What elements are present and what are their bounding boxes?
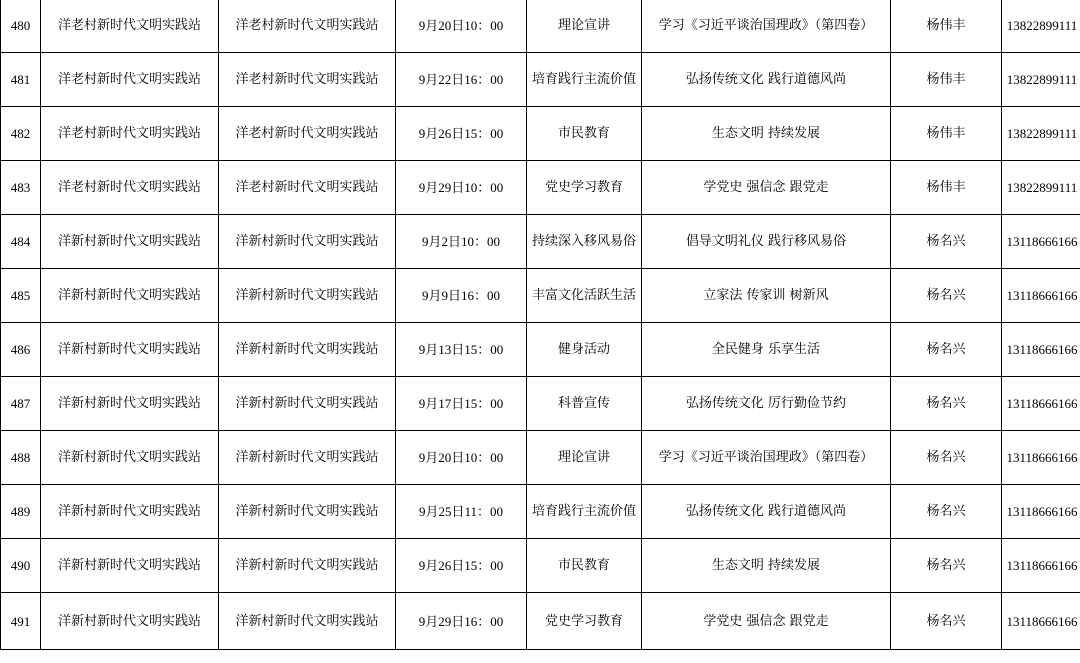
- row-number-cell: 485: [1, 269, 41, 323]
- station-cell: 洋老村新时代文明实践站: [41, 161, 219, 215]
- row-number-cell: 486: [1, 323, 41, 377]
- topic-cell: 学党史 强信念 跟党走: [642, 161, 891, 215]
- venue-cell: 洋老村新时代文明实践站: [219, 53, 396, 107]
- time-cell: 9月22日16：00: [396, 53, 527, 107]
- contact-cell: 杨名兴: [891, 539, 1002, 593]
- venue-cell: 洋新村新时代文明实践站: [219, 539, 396, 593]
- station-cell: 洋新村新时代文明实践站: [41, 593, 219, 650]
- time-cell: 9月9日16：00: [396, 269, 527, 323]
- table-row: [1, 161, 1080, 215]
- contact-cell: 杨伟丰: [891, 107, 1002, 161]
- phone-cell: 13822899111: [1002, 0, 1080, 53]
- row-number-cell: 490: [1, 539, 41, 593]
- venue-cell: 洋新村新时代文明实践站: [219, 377, 396, 431]
- topic-cell: 学习《习近平谈治国理政》（第四卷）: [642, 431, 891, 485]
- contact-cell: 杨伟丰: [891, 161, 1002, 215]
- category-cell: 理论宣讲: [527, 0, 642, 53]
- phone-cell: 13118666166: [1002, 431, 1080, 485]
- venue-cell: 洋老村新时代文明实践站: [219, 107, 396, 161]
- row-number-cell: 484: [1, 215, 41, 269]
- contact-cell: 杨名兴: [891, 377, 1002, 431]
- station-cell: 洋新村新时代文明实践站: [41, 539, 219, 593]
- phone-cell: 13118666166: [1002, 215, 1080, 269]
- category-cell: 持续深入移风易俗: [527, 215, 642, 269]
- category-cell: 丰富文化活跃生活: [527, 269, 642, 323]
- time-cell: 9月25日11：00: [396, 485, 527, 539]
- category-cell: 培育践行主流价值: [527, 485, 642, 539]
- table-row: [1, 485, 1080, 539]
- time-cell: 9月29日16：00: [396, 593, 527, 650]
- row-number-cell: 481: [1, 53, 41, 107]
- topic-cell: 立家法 传家训 树新风: [642, 269, 891, 323]
- venue-cell: 洋老村新时代文明实践站: [219, 0, 396, 53]
- topic-cell: 弘扬传统文化 践行道德风尚: [642, 53, 891, 107]
- time-cell: 9月20日10：00: [396, 0, 527, 53]
- station-cell: 洋老村新时代文明实践站: [41, 0, 219, 53]
- row-number-cell: 483: [1, 161, 41, 215]
- contact-cell: 杨伟丰: [891, 0, 1002, 53]
- station-cell: 洋新村新时代文明实践站: [41, 485, 219, 539]
- table-row: [1, 539, 1080, 593]
- phone-cell: 13118666166: [1002, 377, 1080, 431]
- table-row: [1, 107, 1080, 161]
- venue-cell: 洋新村新时代文明实践站: [219, 431, 396, 485]
- category-cell: 科普宣传: [527, 377, 642, 431]
- station-cell: 洋老村新时代文明实践站: [41, 107, 219, 161]
- phone-cell: 13118666166: [1002, 485, 1080, 539]
- venue-cell: 洋新村新时代文明实践站: [219, 593, 396, 650]
- phone-cell: 13118666166: [1002, 593, 1080, 650]
- table-row: [1, 215, 1080, 269]
- category-cell: 健身活动: [527, 323, 642, 377]
- venue-cell: 洋老村新时代文明实践站: [219, 161, 396, 215]
- topic-cell: 全民健身 乐享生活: [642, 323, 891, 377]
- venue-cell: 洋新村新时代文明实践站: [219, 485, 396, 539]
- table-row: [1, 431, 1080, 485]
- station-cell: 洋新村新时代文明实践站: [41, 323, 219, 377]
- category-cell: 理论宣讲: [527, 431, 642, 485]
- table-row: [1, 593, 1080, 650]
- row-number-cell: 491: [1, 593, 41, 650]
- category-cell: 市民教育: [527, 107, 642, 161]
- contact-cell: 杨名兴: [891, 485, 1002, 539]
- topic-cell: 学习《习近平谈治国理政》（第四卷）: [642, 0, 891, 53]
- contact-cell: 杨名兴: [891, 431, 1002, 485]
- time-cell: 9月26日15：00: [396, 107, 527, 161]
- row-number-cell: 488: [1, 431, 41, 485]
- station-cell: 洋新村新时代文明实践站: [41, 269, 219, 323]
- row-number-cell: 489: [1, 485, 41, 539]
- station-cell: 洋新村新时代文明实践站: [41, 377, 219, 431]
- contact-cell: 杨名兴: [891, 215, 1002, 269]
- phone-cell: 13118666166: [1002, 269, 1080, 323]
- topic-cell: 生态文明 持续发展: [642, 107, 891, 161]
- phone-cell: 13822899111: [1002, 161, 1080, 215]
- phone-cell: 13118666166: [1002, 539, 1080, 593]
- phone-cell: 13822899111: [1002, 107, 1080, 161]
- time-cell: 9月20日10：00: [396, 431, 527, 485]
- table-row: [1, 269, 1080, 323]
- time-cell: 9月2日10：00: [396, 215, 527, 269]
- time-cell: 9月17日15：00: [396, 377, 527, 431]
- table-row: [1, 323, 1080, 377]
- topic-cell: 学党史 强信念 跟党走: [642, 593, 891, 650]
- time-cell: 9月29日10：00: [396, 161, 527, 215]
- topic-cell: 弘扬传统文化 厉行勤俭节约: [642, 377, 891, 431]
- table-row: [1, 377, 1080, 431]
- venue-cell: 洋新村新时代文明实践站: [219, 215, 396, 269]
- table-row: [1, 53, 1080, 107]
- category-cell: 培育践行主流价值: [527, 53, 642, 107]
- phone-cell: 13822899111: [1002, 53, 1080, 107]
- venue-cell: 洋新村新时代文明实践站: [219, 323, 396, 377]
- station-cell: 洋新村新时代文明实践站: [41, 431, 219, 485]
- row-number-cell: 482: [1, 107, 41, 161]
- time-cell: 9月26日15：00: [396, 539, 527, 593]
- row-number-cell: 487: [1, 377, 41, 431]
- time-cell: 9月13日15：00: [396, 323, 527, 377]
- contact-cell: 杨名兴: [891, 323, 1002, 377]
- topic-cell: 弘扬传统文化 践行道德风尚: [642, 485, 891, 539]
- category-cell: 党史学习教育: [527, 161, 642, 215]
- topic-cell: 生态文明 持续发展: [642, 539, 891, 593]
- contact-cell: 杨名兴: [891, 269, 1002, 323]
- station-cell: 洋新村新时代文明实践站: [41, 215, 219, 269]
- table-row: [1, 0, 1080, 53]
- station-cell: 洋老村新时代文明实践站: [41, 53, 219, 107]
- contact-cell: 杨名兴: [891, 593, 1002, 650]
- contact-cell: 杨伟丰: [891, 53, 1002, 107]
- venue-cell: 洋新村新时代文明实践站: [219, 269, 396, 323]
- row-number-cell: 480: [1, 0, 41, 53]
- category-cell: 市民教育: [527, 539, 642, 593]
- topic-cell: 倡导文明礼仪 践行移风易俗: [642, 215, 891, 269]
- phone-cell: 13118666166: [1002, 323, 1080, 377]
- table-body: [1, 0, 1080, 650]
- category-cell: 党史学习教育: [527, 593, 642, 650]
